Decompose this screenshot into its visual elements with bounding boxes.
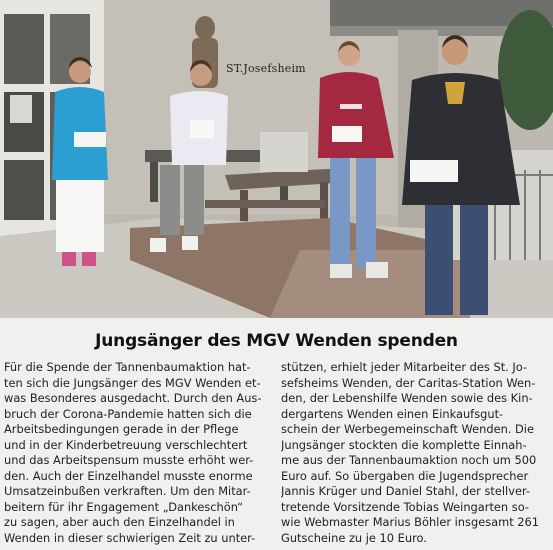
building-sign: ST.Josefsheim (226, 62, 306, 75)
text-line: tretende Vorsitzende Tobias Weingarten so- (281, 499, 529, 514)
article-column-right (281, 360, 549, 548)
text-line: ten sich die Jungsänger des MGV Wenden et- (4, 375, 261, 390)
statue (195, 16, 215, 40)
text-line: sefsheims Wenden, der Caritas-Station Wen- (281, 375, 536, 390)
text-line: und das Arbeitspensum musste erhöht wer- (4, 453, 254, 467)
text-line: Umsatzeinbußen verkraften. Um den Mitar- (4, 484, 251, 498)
article-headline: Jungsänger des MGV Wenden spenden (95, 331, 458, 351)
article-column-left (4, 360, 272, 548)
text-line: und in der Kinderbetreuung verschlechtert (4, 437, 248, 452)
text-line: beitern für ihr Engagement „Dankeschön“ (4, 499, 244, 514)
text-line: Wenden in dieser schwierigen Zeit zu unter- (4, 530, 256, 545)
text-line: was Besonderes ausgedacht. Durch den Aus- (4, 391, 262, 405)
text-line: wie Webmaster Marius Böhler insgesamt 261 (281, 515, 540, 529)
text-line: bruch der Corona-Pandemie hatten sich die (4, 406, 252, 421)
text-line: schein der Werbegemeinschaft Wenden. Die (281, 422, 534, 436)
text-line: den, der Lebenshilfe Wenden sowie des Kin- (281, 391, 533, 405)
chair (260, 132, 308, 172)
text-line: zu sagen, aber auch den Einzelhandel in (4, 515, 235, 529)
text-line: Euro auf. So übergaben die Jugendsprecher (281, 468, 529, 483)
article-body (4, 360, 549, 548)
text-line: Gutscheine zu je 10 Euro. (281, 530, 427, 545)
text-line: dergartens Wenden einen Einkaufsgut- (281, 406, 504, 421)
text-line: den. Auch der Einzelhandel musste enorme (4, 468, 253, 483)
text-line: Jannis Krüger und Daniel Stahl, der stellver- (281, 484, 531, 498)
text-line: me aus der Tannenbaumaktion noch um 500 (281, 453, 537, 467)
text-line: Arbeitsbedingungen gerade in der Pflege (4, 422, 239, 436)
text-line: Für die Spende der Tannenbaumaktion hat- (4, 360, 251, 374)
text-line: stützen, erhielt jeder Mitarbeiter des St. Jo- (281, 360, 528, 374)
text-line: Jungsänger stockten die komplette Einnah- (281, 437, 527, 452)
